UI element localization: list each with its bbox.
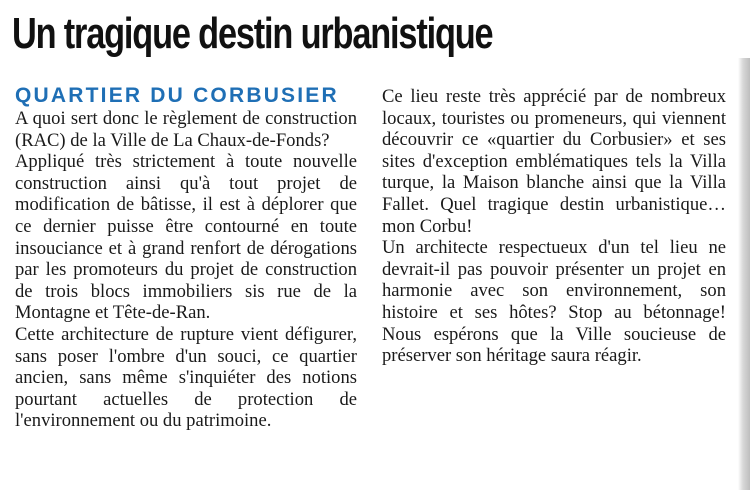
article-headline: Un tragique destin urbanistique — [12, 9, 493, 58]
article-paragraph: Un architecte respectueux d'un tel lieu ne devrait-il pas pouvoir présenter un projet en harmonie avec son environnement, son histoire et ses hôtes? Stop au bétonnage! Nous espérons que la Ville soucieuse de préserver son héritage saura réagir. — [382, 237, 726, 367]
article-paragraph: Cette architecture de rupture vient défigurer, sans poser l'ombre d'un souci, ce quartier ancien, sans même s'inquiéter des notions pourtant actuelles de protection de l'environnement ou du patrimoine. — [15, 323, 357, 432]
article-right-column — [382, 86, 726, 367]
article-kicker: QUARTIER DU CORBUSIER — [15, 84, 339, 107]
article-paragraph: Appliqué très strictement à toute nouvelle construction ainsi qu'à tout projet de modification de bâtisse, il est à déplorer que ce dernier puisse être contourné en toute insouciance et à grand renfort de dérogations par les promoteurs du projet de construction de trois blocs immobiliers sis rue de la Montagne et Tête-de-Ran. — [15, 151, 357, 324]
article-left-column — [15, 84, 357, 432]
article-paragraph: A quoi sert donc le règlement de construction (RAC) de la Ville de La Chaux-de-Fonds? — [15, 108, 357, 151]
page-edge-shadow — [738, 58, 750, 490]
article-paragraph: Ce lieu reste très apprécié par de nombreux locaux, touristes ou promeneurs, qui viennent découvrir ce «quartier du Corbusier» et ses sites d'exception emblématiques tels la Villa turque, la Maison blanche ainsi que la Villa Fallet. Quel tragique destin urbanistique… mon Corbu! — [382, 86, 726, 237]
